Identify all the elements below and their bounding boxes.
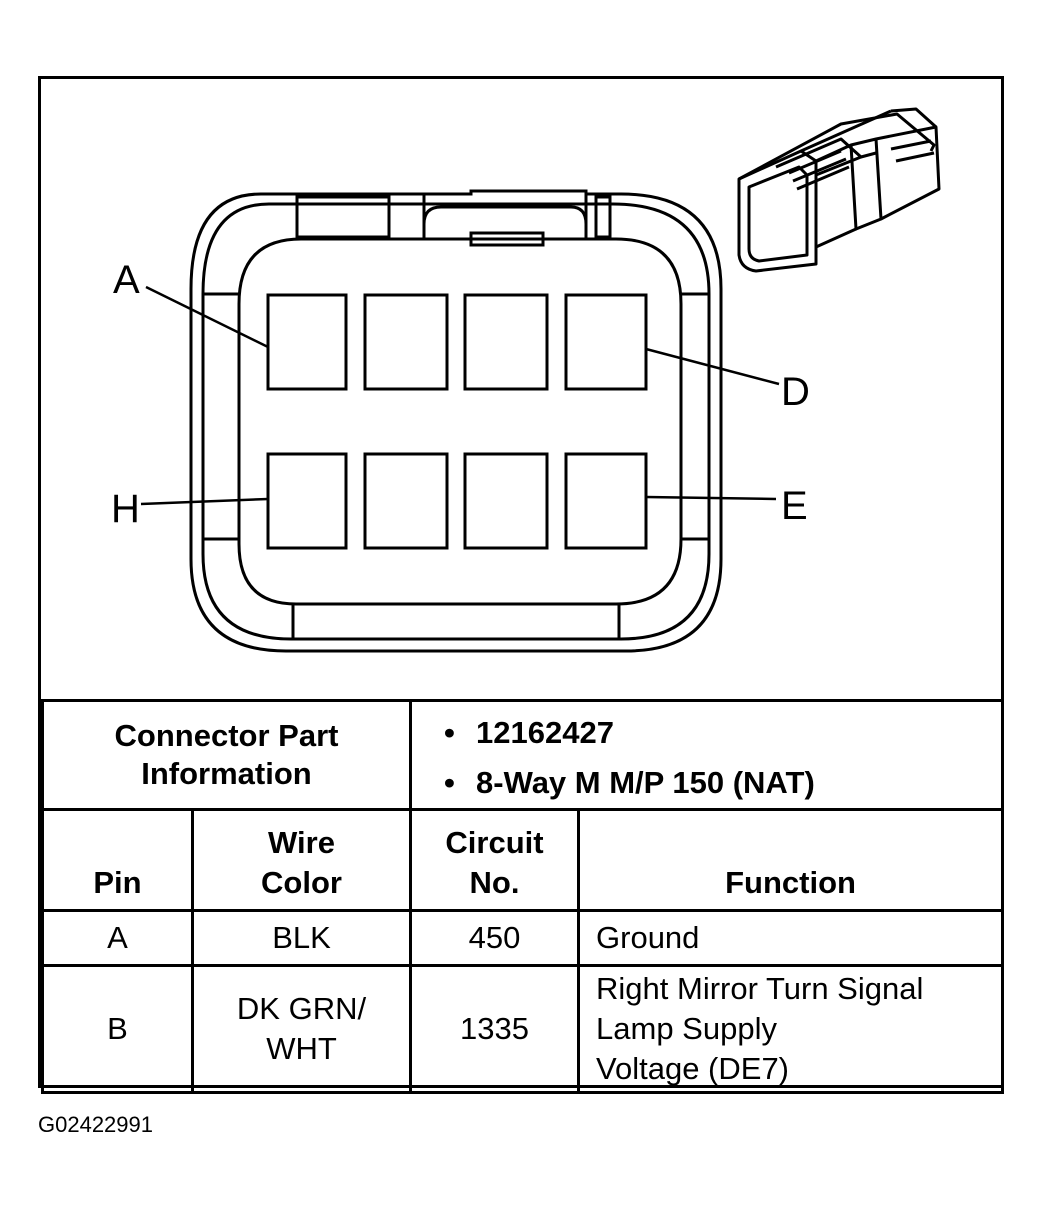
pin-cavity-d	[566, 295, 646, 389]
connector-part-info-values	[411, 701, 1003, 810]
leader-line-a	[146, 287, 268, 347]
leader-line-d	[646, 349, 779, 384]
pin-cavity-a	[268, 295, 346, 389]
pin-label-d: D	[781, 370, 810, 414]
pin-cavity-f	[465, 454, 547, 548]
table-row	[43, 911, 1003, 966]
pin-cavity-c	[465, 295, 547, 389]
pin-cavity-h	[268, 454, 346, 548]
wire-color-cell: DK GRN/ WHT	[193, 966, 411, 1093]
column-header-wire-color: Wire Color	[193, 810, 411, 911]
column-header-function: Function	[579, 810, 1003, 911]
connector-description: • 8-Way M M/P 150 (NAT)	[476, 758, 1001, 808]
connector-info-table	[41, 699, 1004, 1094]
connector-housing-inner-outline	[203, 204, 709, 639]
connector-part-number: • 12162427	[476, 708, 1001, 758]
figure-code: G02422991	[38, 1112, 153, 1137]
circuit-cell: 1335	[411, 966, 579, 1093]
circuit-cell: 450	[411, 911, 579, 966]
pin-label-a: A	[113, 258, 140, 302]
table-row	[43, 966, 1003, 1093]
diagram-frame	[38, 76, 1004, 1088]
leader-line-e	[646, 497, 776, 499]
connector-housing-outer	[191, 191, 721, 651]
column-header-circuit-no: Circuit No.	[411, 810, 579, 911]
pin-cavity-g	[365, 454, 447, 548]
pin-label-e: E	[781, 484, 808, 528]
bottom-ridge	[293, 604, 619, 639]
pin-label-h: H	[111, 487, 140, 531]
connector-thumbnail	[739, 109, 939, 271]
pin-cavity-b	[365, 295, 447, 389]
connector-part-info-label: Connector Part Information	[43, 701, 411, 810]
wire-color-cell: BLK	[193, 911, 411, 966]
pin-cell: B	[43, 966, 193, 1093]
pin-cell: A	[43, 911, 193, 966]
column-header-pin: Pin	[43, 810, 193, 911]
connector-face-diagram	[41, 79, 1001, 699]
pin-cavity-e	[566, 454, 646, 548]
function-cell: Right Mirror Turn Signal Lamp Supply Voltage (DE7)	[579, 966, 1003, 1093]
function-cell: Ground	[579, 911, 1003, 966]
